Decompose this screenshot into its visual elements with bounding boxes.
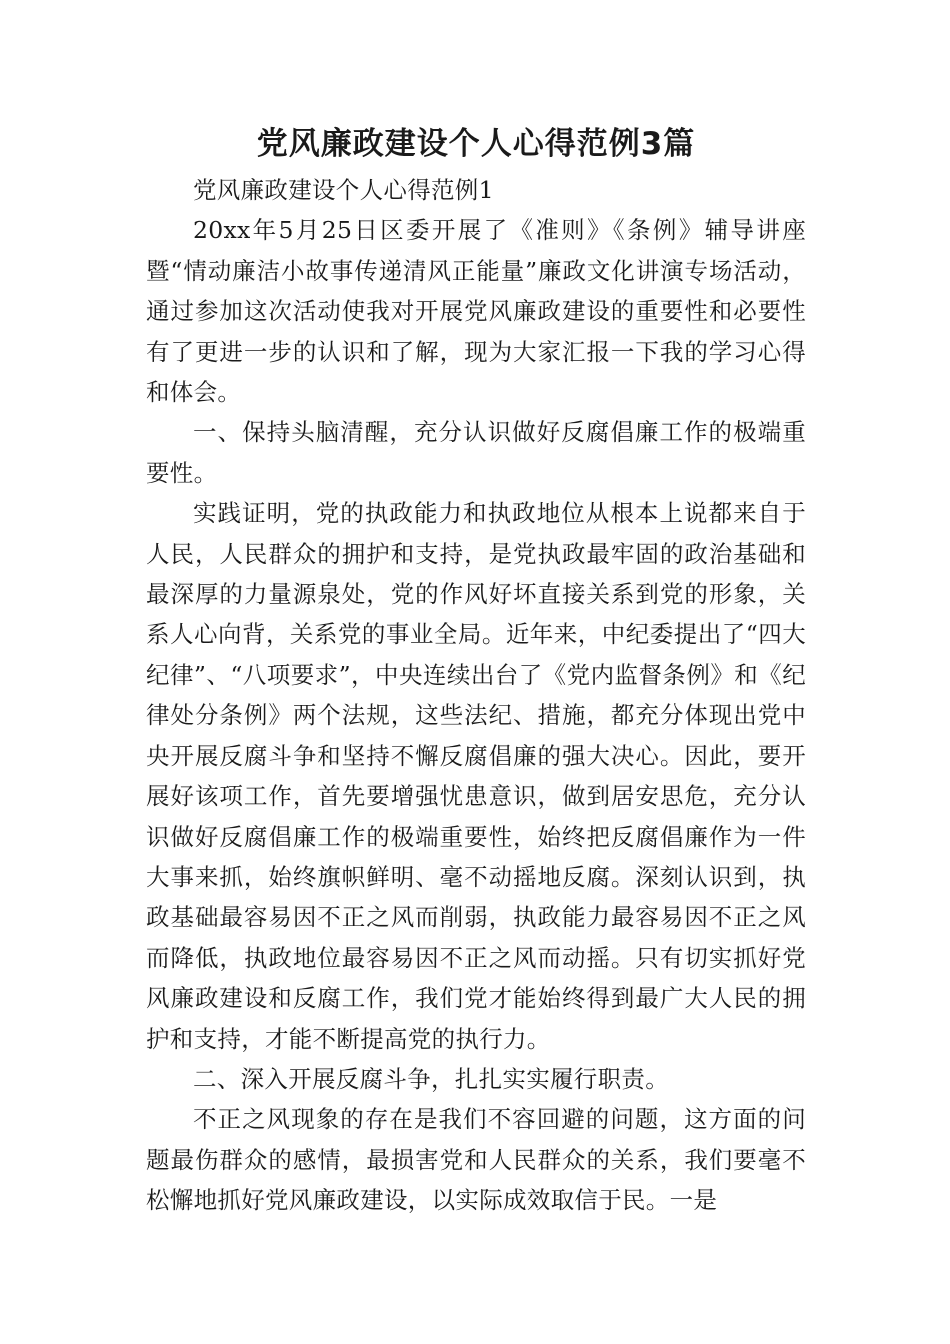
body-paragraph: 20xx年5月25日区委开展了《准则》《条例》辅导讲座暨“情动廉洁小故事传递清风正能量”廉政文化讲演专场活动，通过参加这次活动使我对开展党风廉政建设的重要性和必要性有了更进一步的认识和了解，现为大家汇报一下我的学习心得和体会。 — [146, 216, 806, 407]
section-heading: 二、深入开展反腐斗争，扎扎实实履行职责。 — [193, 1064, 669, 1093]
document-subtitle: 党风廉政建设个人心得范例1 — [193, 176, 494, 204]
document-page — [146, 118, 806, 1221]
section-heading: 一、保持头脑清醒，充分认识做好反腐倡廉工作的极端重要性。 — [146, 418, 806, 487]
body-paragraph: 不正之风现象的存在是我们不容回避的问题，这方面的问题最伤群众的感情，最损害党和人民群众的关系，我们要毫不松懈地抓好党风廉政建设，以实际成效取信于民。一是 — [146, 1105, 806, 1215]
document-title: 党风廉政建设个人心得范例3篇 — [256, 126, 696, 162]
body-paragraph: 实践证明，党的执政能力和执政地位从根本上说都来自于人民，人民群众的拥护和支持，是党执政最牢固的政治基础和最深厚的力量源泉处，党的作风好坏直接关系到党的形象，关系人心向背，关系党的事业全局。近年来，中纪委提出了“四大纪律”、“八项要求”，中央连续出台了《党内监督条例》和《纪律处分条例》两个法规，这些法纪、措施，都充分体现出党中央开展反腐斗争和坚持不懈反腐倡廉的强大决心。因此，要开展好该项工作，首先要增强忧患意识，做到居安思危，充分认识做好反腐倡廉工作的极端重要性，始终把反腐倡廉作为一件大事来抓，始终旗帜鲜明、毫不动摇地反腐。深刻认识到，执政基础最容易因不正之风而削弱，执政能力最容易因不正之风而降低，执政地位最容易因不正之风而动摇。只有切实抓好党风廉政建设和反腐工作，我们党才能始终得到最广大人民的拥护和支持，才能不断提高党的执行力。 — [146, 499, 806, 1053]
